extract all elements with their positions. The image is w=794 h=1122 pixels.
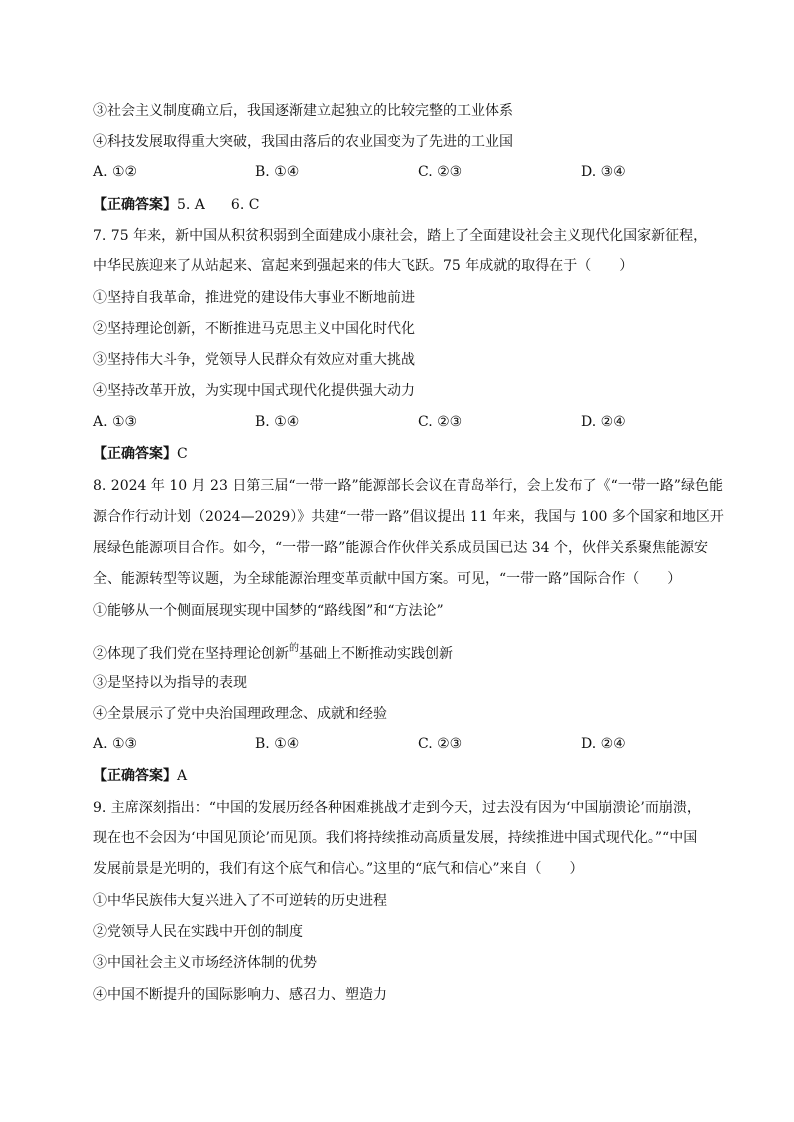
q9-stem-line-3: 发展前景是光明的，我们有这个底气和信心。”这里的“底气和信心”来自（ ） [93,861,584,877]
q7-stem-line-1: 7. 75 年来，新中国从积贫积弱到全面建成小康社会，踏上了全面建设社会主义现代化国家新征程， [93,228,708,244]
q6-item-4: ④科技发展取得重大突破，我国由落后的农业国变为了先进的工业国 [93,134,513,150]
q6-option-c: C. ②③ [418,164,463,180]
q8-item-2 [93,640,724,663]
q8-option-c: C. ②③ [418,736,463,752]
q9-item-2: ②党领导人民在实践中开创的制度 [93,924,303,940]
q8-item-3: ③是坚持以为指导的表现 [93,675,247,691]
q6-option-a: A. ①② [93,164,138,180]
q8-stem-line-1: 8. 2024 年 10 月 23 日第三届“一带一路”能源部长会议在青岛举行，会上发布了《“一带一路”绿色能 [93,478,723,494]
q8-stem-line-4: 全、能源转型等议题，为全球能源治理变革贡献中国方案。可见，“一带一路”国际合作（ ） [93,571,682,587]
q9-stem-line-2: 现在也不会因为‘中国见顶论’而见顶。我们将持续推动高质量发展，持续推进中国式现代化。”“中国 [93,830,698,846]
q8-stem-line-3: 展绿色能源项目合作。如今，“一带一路”能源合作伙伴关系成员国已达 34 个，伙伴关系聚焦能源安 [93,540,709,556]
q7-option-d: D. ②④ [581,414,626,430]
q8-option-d: D. ②④ [581,736,626,752]
q8-item-2-part-b: 基础上不断推动实践创新 [299,646,453,662]
q8-item-2-part-a: ②体现了我们党在坚持理论创新 [93,646,289,662]
q8-item-2-superscript: 的 [289,643,299,654]
answer-6-value: 6. C [230,197,260,213]
q8-stem-line-2: 源合作行动计划（2024—2029）》共建“一带一路”倡议提出 11 年来，我国与 100 多个国家和地区开 [93,509,724,525]
answer-5-6 [93,196,724,214]
q8-option-a: A. ①③ [93,736,138,752]
q7-item-1: ①坚持自我革命，推进党的建设伟大事业不断地前进 [93,290,415,306]
q6-option-b: B. ①④ [255,164,300,180]
q7-option-a: A. ①③ [93,414,138,430]
q7-option-c: C. ②③ [418,414,463,430]
answer-label: 【正确答案】 [93,446,177,462]
q8-item-1: ①能够从一个侧面展现实现中国梦的“路线图”和“方法论” [93,603,444,619]
q8-option-b: B. ①④ [255,736,300,752]
q8-answer [93,767,724,785]
q8-options [93,735,733,755]
q7-option-b: B. ①④ [255,414,300,430]
q7-answer-value: C [177,446,188,462]
q7-item-3: ③坚持伟大斗争，党领导人民群众有效应对重大挑战 [93,352,415,368]
q7-stem-line-2: 中华民族迎来了从站起来、富起来到强起来的伟大飞跃。75 年成就的取得在于（ ） [93,258,634,274]
q9-stem-line-1: 9. 主席深刻指出：“中国的发展历经各种困难挑战才走到今天，过去没有因为‘中国崩溃论’而崩溃， [93,800,701,816]
q6-options [93,163,733,183]
q9-item-3: ③中国社会主义市场经济体制的优势 [93,955,317,971]
q7-options [93,413,733,433]
answer-label: 【正确答案】 [93,197,177,213]
q6-option-d: D. ③④ [581,164,626,180]
q9-item-4: ④中国不断提升的国际影响力、感召力、塑造力 [93,987,387,1003]
q9-item-1: ①中华民族伟大复兴进入了不可逆转的历史进程 [93,893,387,909]
answer-5-value: 5. A [177,197,205,213]
q7-item-4: ④坚持改革开放，为实现中国式现代化提供强大动力 [93,383,415,399]
answer-label: 【正确答案】 [93,768,177,784]
q8-item-4: ④全景展示了党中央治国理政理念、成就和经验 [93,706,387,722]
q6-item-3: ③社会主义制度确立后，我国逐渐建立起独立的比较完整的工业体系 [93,103,513,119]
q7-answer [93,445,724,463]
q8-answer-value: A [177,768,188,784]
q7-item-2: ②坚持理论创新，不断推进马克思主义中国化时代化 [93,321,415,337]
